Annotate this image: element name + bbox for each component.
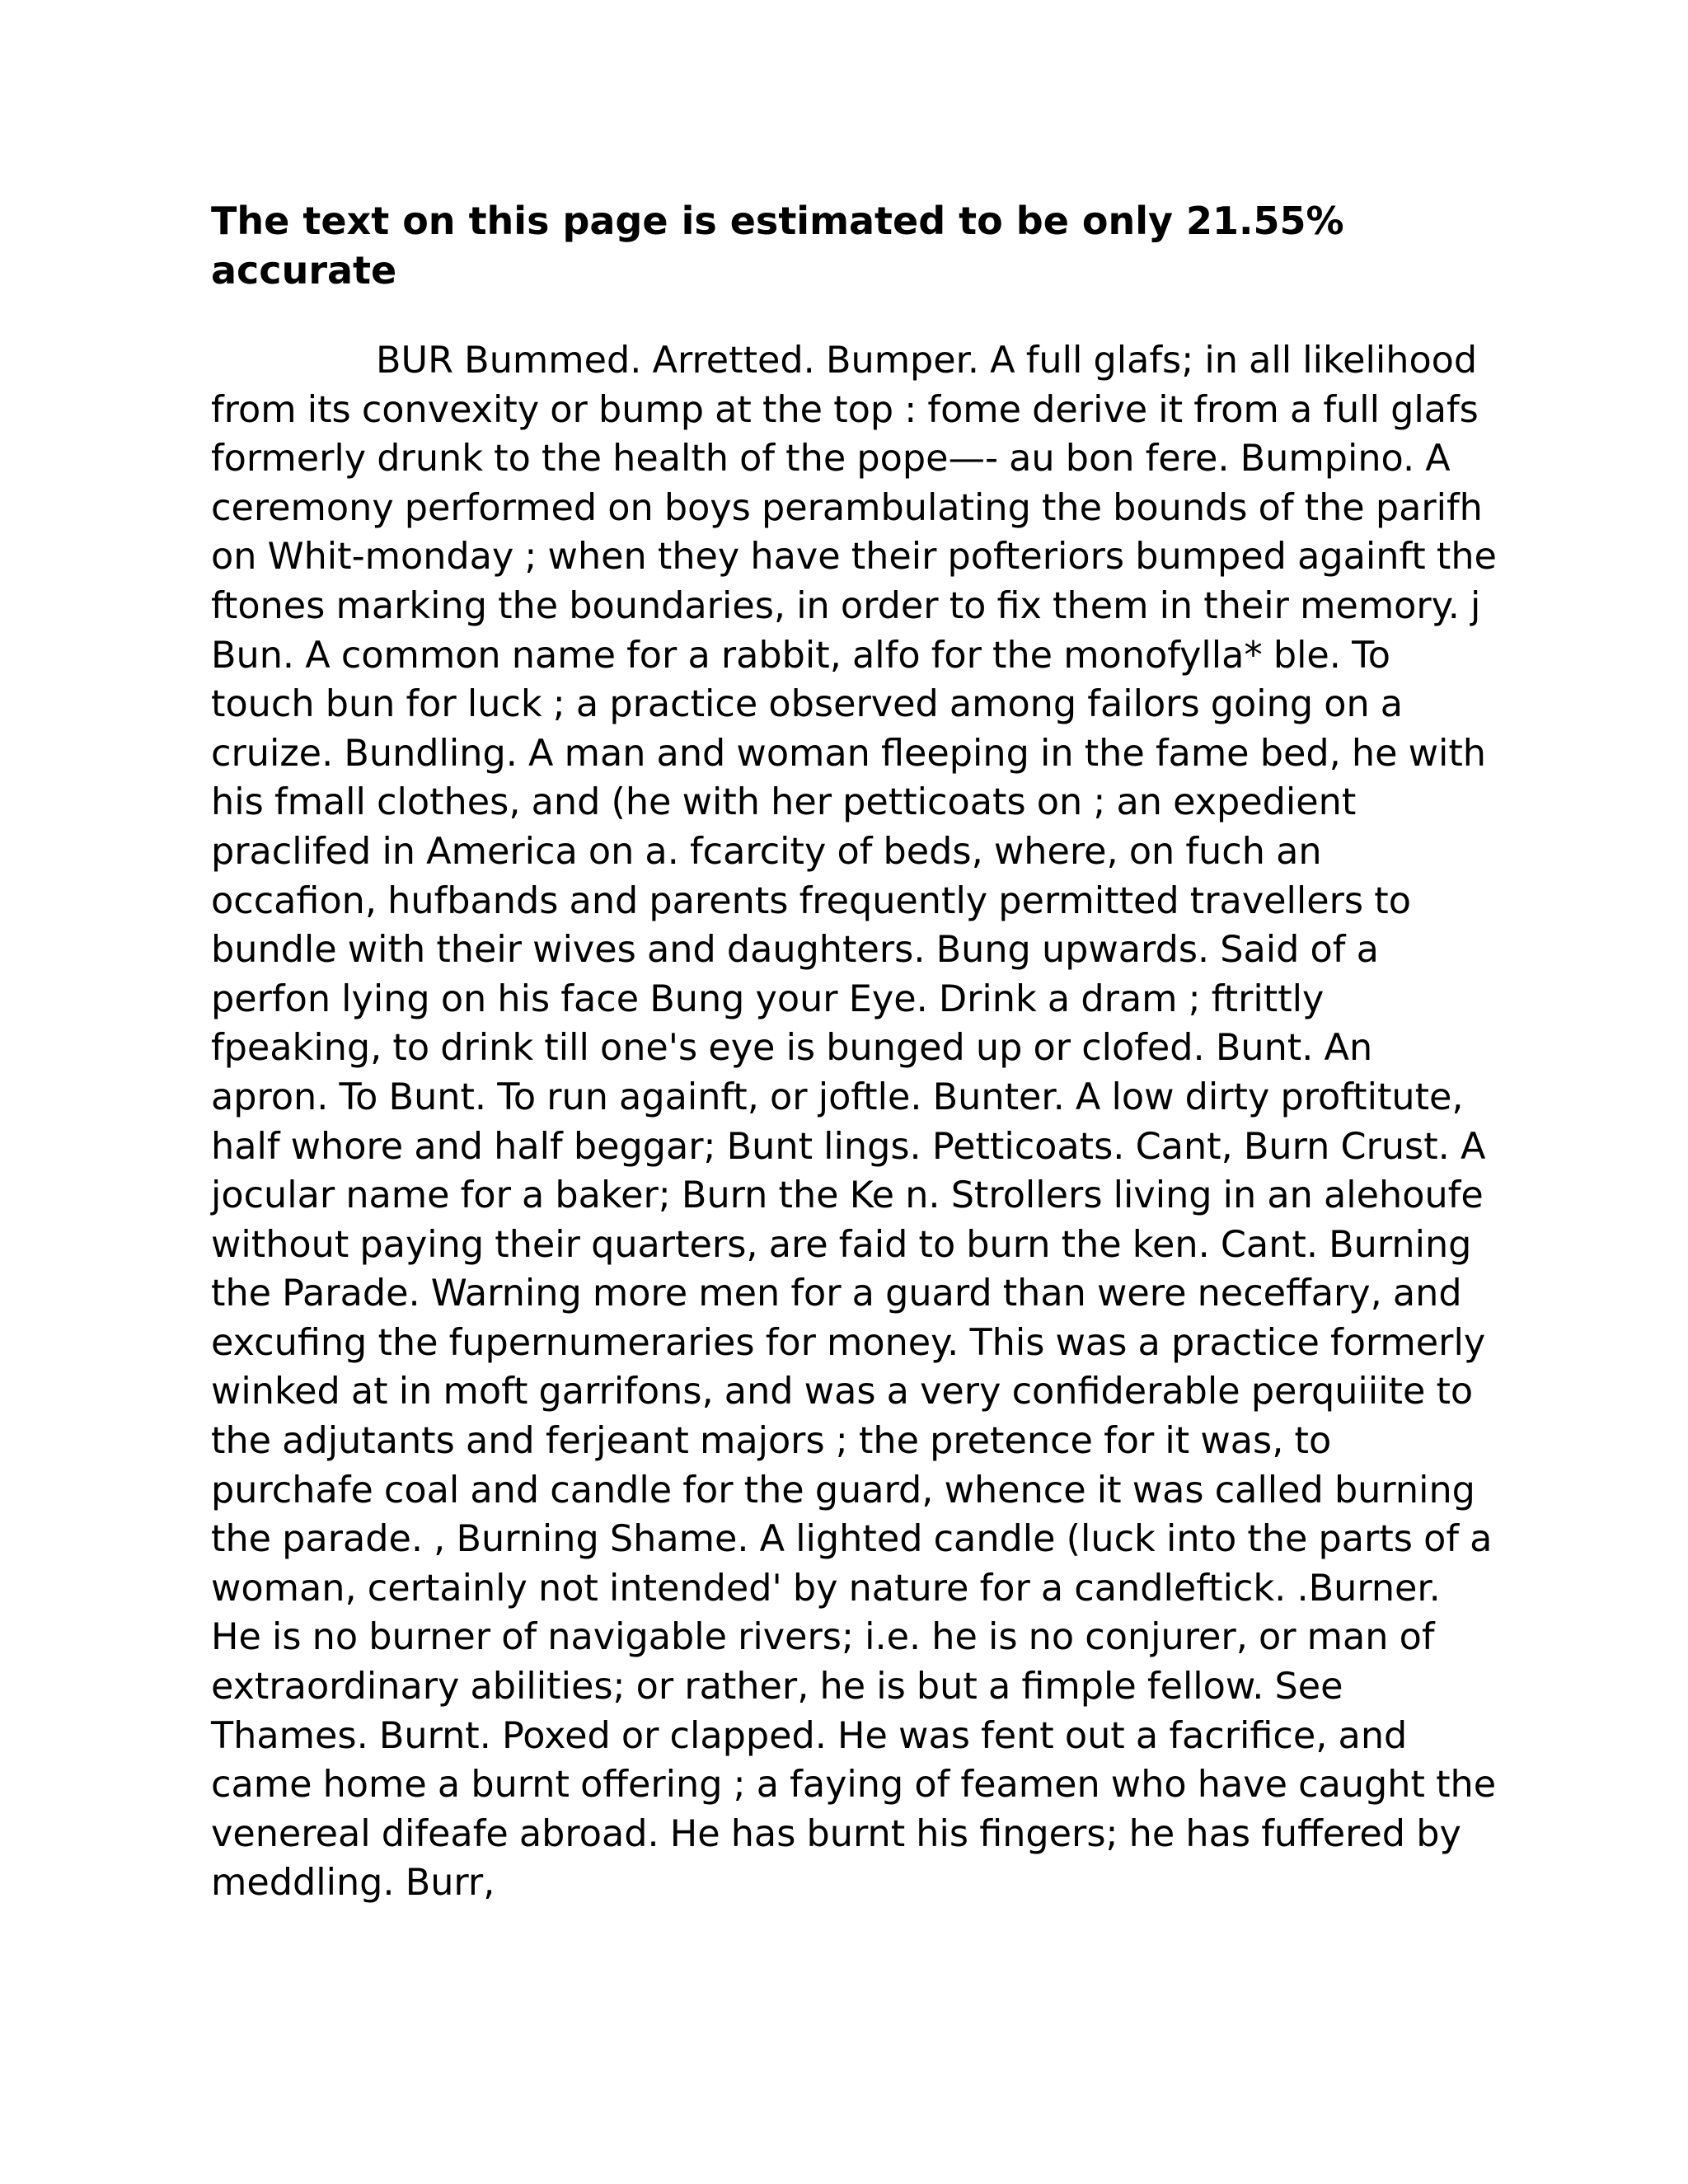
document-page	[211, 196, 1497, 1908]
accuracy-heading: The text on this page is estimated to be only 21.55% accurate	[211, 199, 1344, 293]
body-text: BUR Bummed. Arretted. Bumper. A full glafs; in all likelihood from its convexity or bump at the top : fome derive it from a full glafs formerly drunk to the health of the pope—- au bon fere. Bumpino. A ceremony performed on boys perambulating the bounds of the parifh on Whit-monday ; when they have their pofteriors bumped againft the ftones marking the boundaries, in order to fix them in their memory. j Bun. A common name for a rabbit, alfo for the monofylla* ble. To touch bun for luck ; a practice observed among failors going on a cruize. Bundling. A man and woman fleeping in the fame bed, he with his fmall clothes, and (he with her petticoats on ; an expedient praclifed in America on a. fcarcity of beds, where, on fuch an occafion, hufbands and parents frequently permitted travellers to bundle with their wives and daughters. Bung upwards. Said of a perfon lying on his face Bung your Eye. Drink a dram ; ftrittly fpeaking, to drink till one's eye is bunged up or clofed. Bunt. An apron. To Bunt. To run againft, or joftle. Bunter. A low dirty proftitute, half whore and half beggar; Bunt lings. Petticoats. Cant, Burn Crust. A jocular name for a baker; Burn the Ke n. Strollers living in an alehoufe without paying their quarters, are faid to burn the ken. Cant. Burning the Parade. Warning more men for a guard than were neceffary, and excufing the fupernumeraries for money. This was a practice formerly winked at in moft garrifons, and was a very confiderable perquiiite to the adjutants and ferjeant majors ; the pretence for it was, to purchafe coal and candle for the guard, whence it was called burning the parade. , Burning Shame. A lighted candle (luck into the parts of a woman, certainly not intended' by nature for a candleftick. .Burner. He is no burner of navigable rivers; i.e. he is no conjurer, or man of extraordinary abilities; or rather, he is but a fimple fellow. See Thames. Burnt. Poxed or clapped. He was fent out a facrifice, and came home a burnt offering ; a faying of feamen who have caught the venereal difeafe abroad. He has burnt his fingers; he has fuffered by meddling. Burr,	[211, 340, 1497, 1905]
